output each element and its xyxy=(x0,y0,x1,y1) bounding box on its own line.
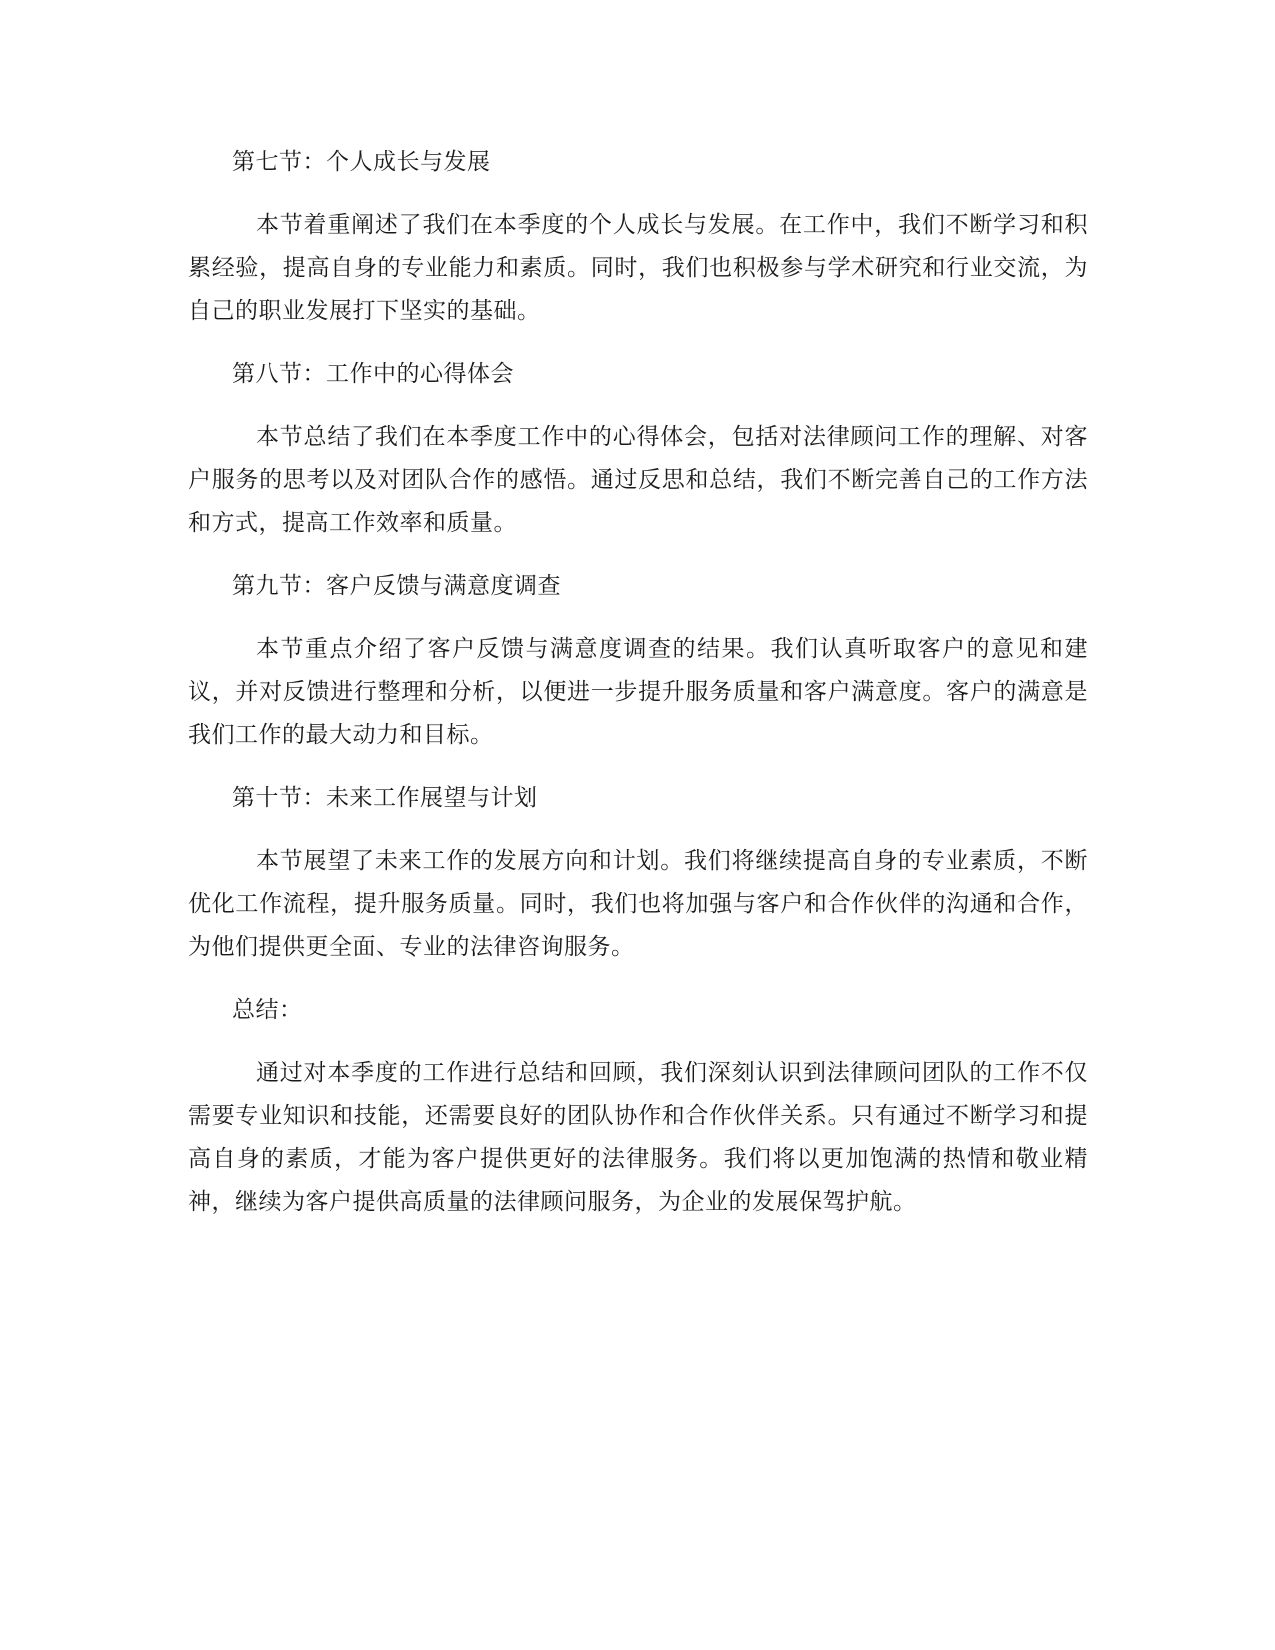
section-body: 本节展望了未来工作的发展方向和计划。我们将继续提高自身的专业素质，不断优化工作流程，提升服务质量。同时，我们也将加强与客户和合作伙伴的沟通和合作，为他们提供更全面、专业的法律咨询服务。 xyxy=(188,848,1088,960)
section-heading: 第八节：工作中的心得体会 xyxy=(232,361,514,387)
section-7 xyxy=(188,141,1088,333)
section-9 xyxy=(188,565,1088,757)
section-8 xyxy=(188,353,1088,545)
document-content xyxy=(188,141,1088,1244)
section-body: 本节重点介绍了客户反馈与满意度调查的结果。我们认真听取客户的意见和建议，并对反馈进行整理和分析，以便进一步提升服务质量和客户满意度。客户的满意是我们工作的最大动力和目标。 xyxy=(188,636,1088,748)
section-heading: 第九节：客户反馈与满意度调查 xyxy=(232,573,561,599)
section-heading: 第十节：未来工作展望与计划 xyxy=(232,785,538,811)
section-heading: 总结： xyxy=(232,997,303,1023)
section-10 xyxy=(188,777,1088,969)
section-body: 通过对本季度的工作进行总结和回顾，我们深刻认识到法律顾问团队的工作不仅需要专业知识和技能，还需要良好的团队协作和合作伙伴关系。只有通过不断学习和提高自身的素质，才能为客户提供更好的法律服务。我们将以更加饱满的热情和敬业精神，继续为客户提供高质量的法律顾问服务，为企业的发展保驾护航。 xyxy=(188,1060,1088,1215)
section-heading: 第七节：个人成长与发展 xyxy=(232,149,491,175)
section-body: 本节着重阐述了我们在本季度的个人成长与发展。在工作中，我们不断学习和积累经验，提高自身的专业能力和素质。同时，我们也积极参与学术研究和行业交流，为自己的职业发展打下坚实的基础。 xyxy=(188,212,1088,324)
summary-section xyxy=(188,989,1088,1224)
section-body: 本节总结了我们在本季度工作中的心得体会，包括对法律顾问工作的理解、对客户服务的思考以及对团队合作的感悟。通过反思和总结，我们不断完善自己的工作方法和方式，提高工作效率和质量。 xyxy=(188,424,1088,536)
